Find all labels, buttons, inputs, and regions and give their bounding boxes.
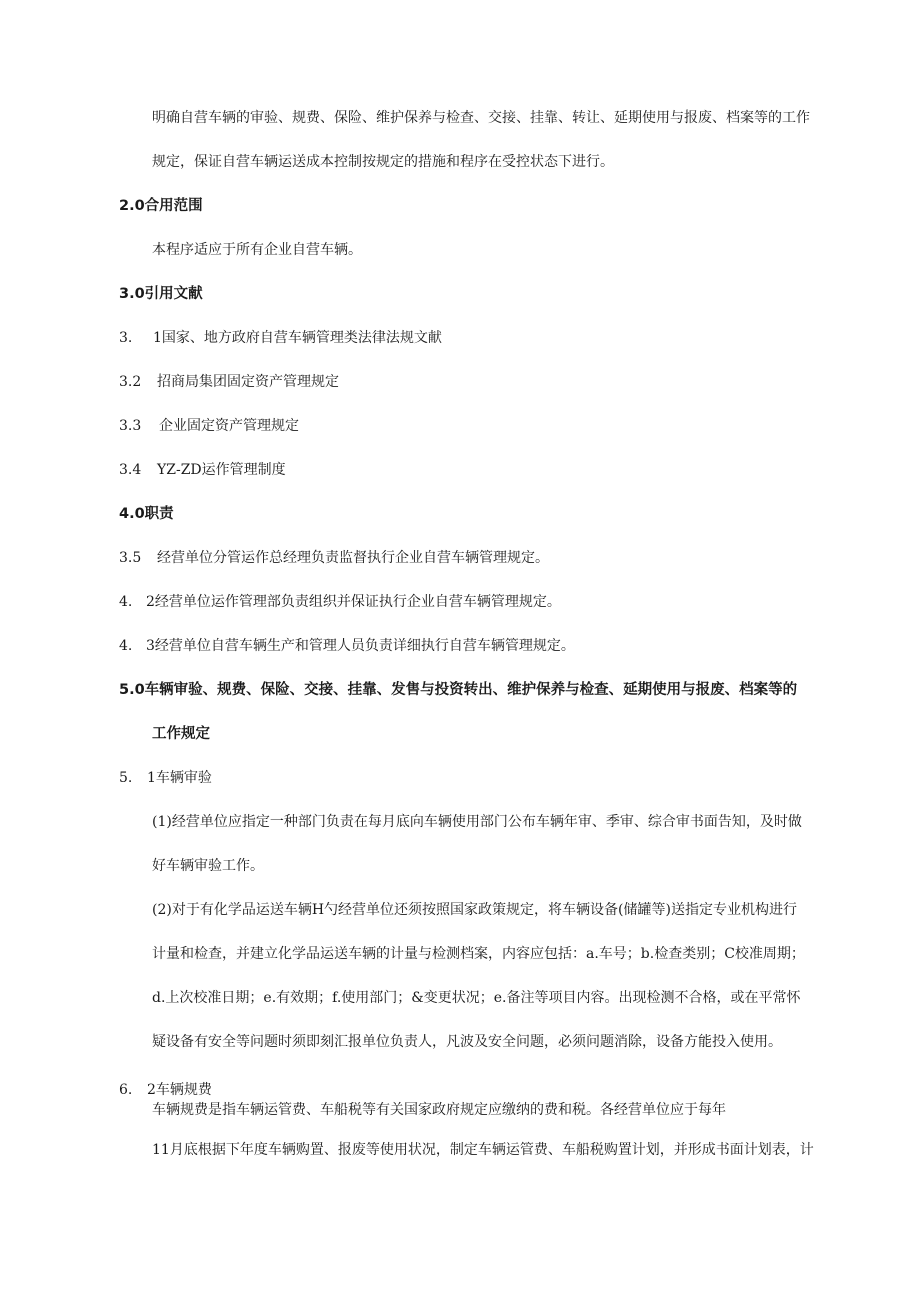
paragraph-line: 计量和检查，并建立化学品运送车辆的计量与检测档案，内容应包括：a.车号；b.检查类别；C校准周期； xyxy=(152,946,805,962)
item-text: 经营单位分管运作总经理负责监督执行企业自营车辆管理规定。 xyxy=(157,550,549,566)
item-number: 4. xyxy=(119,638,133,654)
item-text: 招商局集团固定资产管理规定 xyxy=(157,374,339,390)
paragraph-line: 车辆规费是指车辆运管费、车船税等有关国家政府规定应缴纳的费和税。各经营单位应于每年 xyxy=(152,1102,726,1118)
item-number: 3.3 xyxy=(119,418,142,434)
item-number: 4. xyxy=(119,594,133,610)
item-number: 3.5 xyxy=(119,550,142,566)
item-text: 2车辆规费 xyxy=(147,1082,212,1098)
item-number: 5. xyxy=(119,770,133,786)
item-text: 1车辆审验 xyxy=(147,770,212,786)
section-4-item xyxy=(119,593,561,611)
section-3-item xyxy=(119,417,299,435)
item-number: 3. xyxy=(119,330,133,346)
section-4-heading: 4.0职责 xyxy=(119,506,174,522)
section-4-item xyxy=(119,637,575,655)
paragraph-line: d.上次校准日期；e.有效期；f.使用部门；&变更状况；e.备注等项目内容。出现检测不合格，或在平常怀 xyxy=(152,990,801,1006)
section-3-item xyxy=(119,461,286,479)
section-2-heading: 2.0合用范围 xyxy=(119,198,203,214)
section-5-heading-cont: 工作规定 xyxy=(152,726,210,742)
paragraph-line: 疑设备有安全等问题时须即刻汇报单位负责人，凡波及安全问题，必须问题消除，设备方能投入使用。 xyxy=(152,1034,782,1050)
paragraph-line: (2)对于有化学品运送车辆H勺经营单位还须按照国家政策规定，将车辆设备(储罐等)送指定专业机构进行 xyxy=(152,902,797,918)
section-4-item xyxy=(119,549,549,567)
subsection-5-1-title xyxy=(119,769,212,787)
section-5-heading: 5.0车辆审验、规费、保险、交接、挂靠、发售与投资转出、维护保养与检查、延期使用与报废、档案等的 xyxy=(119,682,798,698)
intro-line-1: 明确自营车辆的审验、规费、保险、维护保养与检查、交接、挂靠、转让、延期使用与报废、档案等的工作 xyxy=(152,110,810,126)
paragraph-line: 好车辆审验工作。 xyxy=(152,858,264,874)
paragraph-line: 11月底根据下年度车辆购置、报废等使用状况，制定车辆运管费、车船税购置计划，并形成书面计划表，计 xyxy=(152,1142,814,1158)
item-number: 3.4 xyxy=(119,462,142,478)
item-text: 2经营单位运作管理部负责组织并保证执行企业自营车辆管理规定。 xyxy=(146,594,561,610)
paragraph-line: (1)经营单位应指定一种部门负责在每月底向车辆使用部门公布车辆年审、季审、综合审书面告知，及时做 xyxy=(152,814,802,830)
item-number: 3.2 xyxy=(119,374,142,390)
section-3-item xyxy=(119,373,339,391)
section-2-text: 本程序适应于所有企业自营车辆。 xyxy=(152,242,362,258)
section-3-heading: 3.0引用文献 xyxy=(119,286,203,302)
item-text: YZ-ZD运作管理制度 xyxy=(157,462,286,478)
item-text: 1国家、地方政府自营车辆管理类法律法规文献 xyxy=(153,330,442,346)
subsection-6-2-title xyxy=(119,1081,212,1099)
item-number: 6. xyxy=(119,1082,133,1098)
intro-line-2: 规定，保证自营车辆运送成本控制按规定的措施和程序在受控状态下进行。 xyxy=(152,154,614,170)
item-text: 企业固定资产管理规定 xyxy=(159,418,299,434)
section-3-item xyxy=(119,329,442,347)
item-text: 3经营单位自营车辆生产和管理人员负责详细执行自营车辆管理规定。 xyxy=(146,638,575,654)
